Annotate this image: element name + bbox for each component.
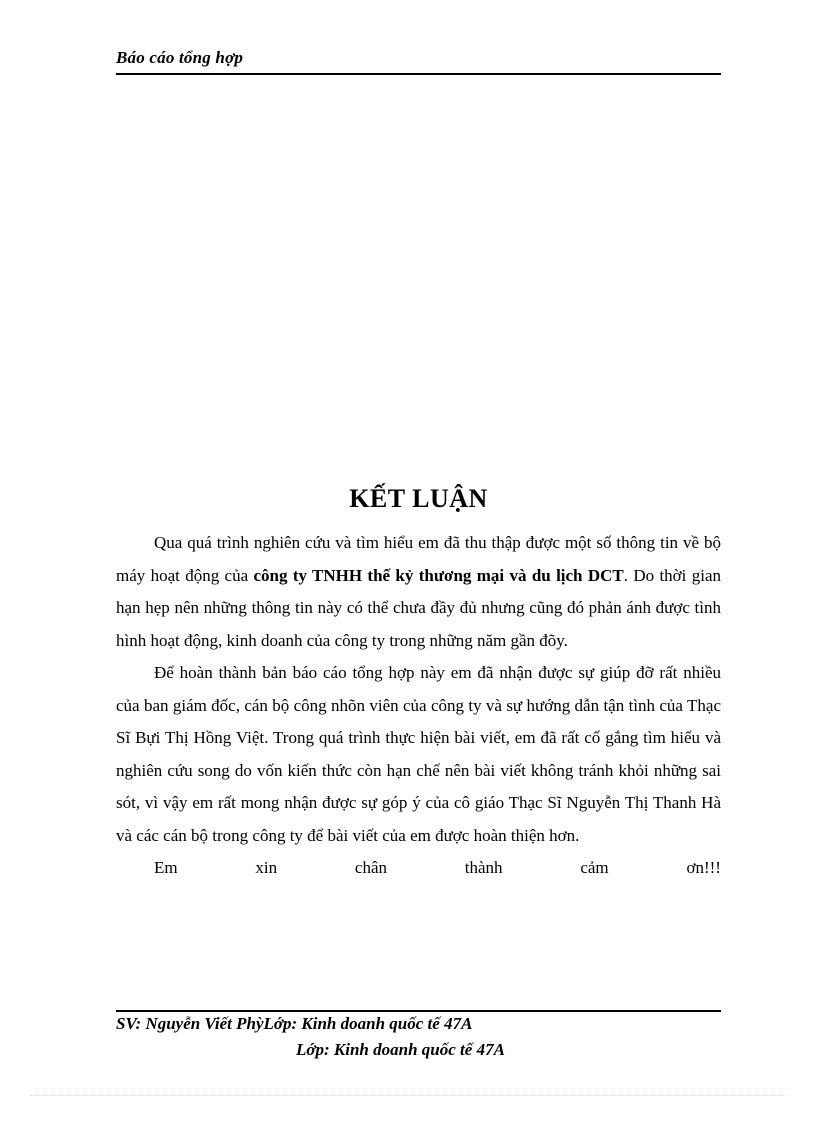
footer-student-name: SV: Nguyễn Viết Phỳ xyxy=(116,1014,264,1033)
paragraph-2: Để hoàn thành bản báo cáo tổng hợp này em đã nhận được sự giúp đỡ rất nhiều của ban giám đốc, cán bộ công nhõn viên của công ty và sự hướng dẫn tận tình của Thạc Sĩ Bựi Thị Hồng Việt. Trong quá trình thực hiện bài viết, em đã rất cố gắng tìm hiểu và nghiên cứu song do vốn kiến thức còn hạn chế nên bài viết không tránh khỏi những sai sót, vì vậy em rất mong nhận được sự góp ý của cô giáo Thạc Sĩ Nguyễn Thị Thanh Hà và các cán bộ trong công ty để bài viết của em được hoàn thiện hơn. xyxy=(116,663,721,845)
closing-word: thành xyxy=(464,858,503,877)
footer-class-line: Lớp: Kinh doanh quốc tế 47A xyxy=(296,1040,505,1059)
footer-class-inline: Lớp: Kinh doanh quốc tế 47A xyxy=(263,1014,473,1033)
page-bottom-dotted-border xyxy=(30,1095,786,1096)
closing-word: Em xyxy=(154,858,178,877)
company-name: công ty TNHH thế kỷ thương mại và du lịch DCT xyxy=(253,565,624,585)
closing-word: ơn!!! xyxy=(686,858,721,877)
closing-line xyxy=(116,852,721,885)
paragraph-1-text-after: . Do thời gian hạn hẹp nên những thông tin này có thể chưa đầy đủ nhưng cũng đó phản ánh được tình hình hoạt động, kinh doanh của công ty trong những năm gần đõy. xyxy=(116,565,721,650)
closing-word: cảm xyxy=(580,858,609,877)
footer-divider xyxy=(116,1010,721,1012)
paragraph-1-text-before: Qua quá trình nghiên cứu và tìm hiểu em đã thu thập được một số thông tin về bộ máy hoạt động của xyxy=(116,533,721,585)
running-header-title: Báo cáo tổng hợp xyxy=(116,48,244,67)
footer-student-line xyxy=(116,1014,472,1034)
document-body xyxy=(116,527,721,885)
closing-word: chân xyxy=(354,858,387,877)
header-divider xyxy=(116,73,721,75)
closing-word: xin xyxy=(255,858,278,877)
section-heading: KẾT LUẬN xyxy=(349,484,488,513)
paragraph-1 xyxy=(116,527,721,657)
